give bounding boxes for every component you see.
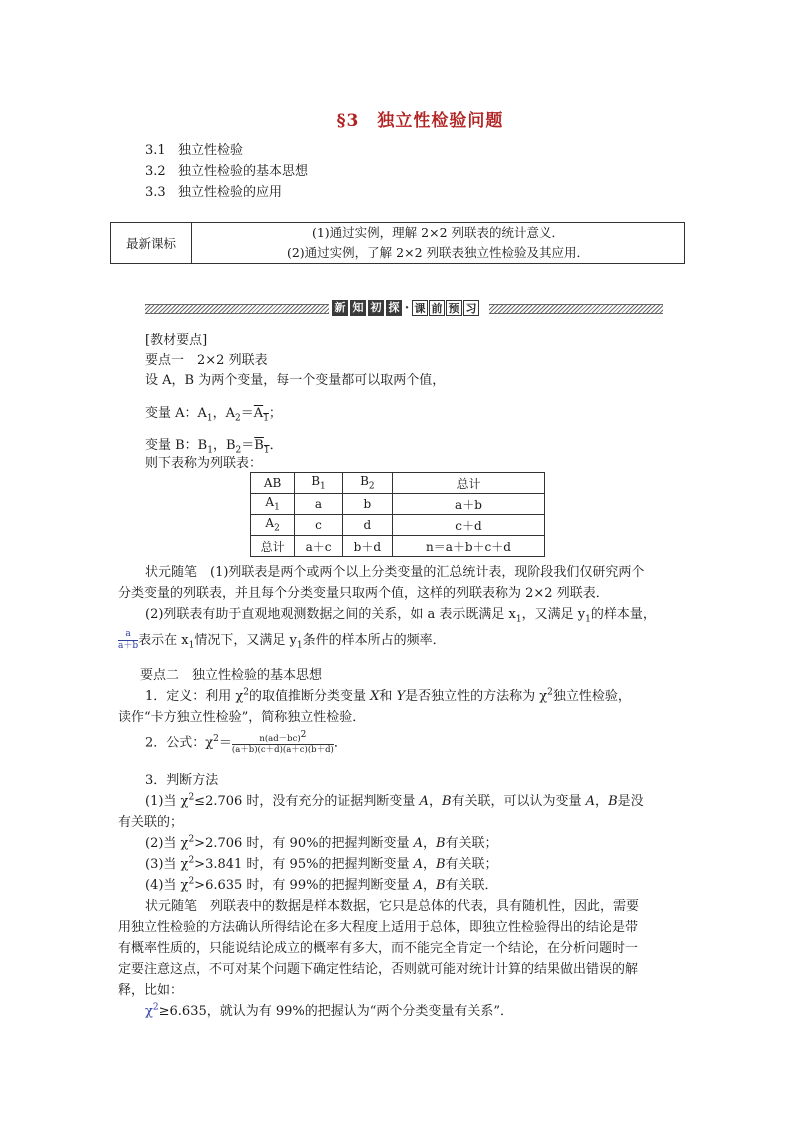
note-paragraph: 分类变量的列联表，并且每个分类变量只取两个值，这样的列联表称为 2×2 列联表． <box>118 586 609 601</box>
note-paragraph: 状元随笔 列联表中的数据是样本数据，它只是总体的代表，具有随机性，因此，需要 <box>145 899 640 914</box>
toc-item: 3.3 独立性检验的应用 <box>145 185 283 200</box>
variable-a-definition: 变量 A：$A_1$，$A_2=\overline{A}_1$； <box>145 406 282 424</box>
definition: 读作“卡方独立性检验”，简称独立性检验． <box>118 710 366 725</box>
judge-rule: 有关联的； <box>118 815 184 830</box>
toc-item: 3.2 独立性检验的基本思想 <box>145 164 309 179</box>
table-row: $A_2$ c d c＋d <box>251 515 545 536</box>
table-row: $A_1$ a b a＋b <box>251 494 545 515</box>
goals-content: (1)通过实例，理解 2×2 列联表的统计意义． (2)通过实例，了解 2×2 列联表独立性检验及其应用． <box>192 223 685 264</box>
banner-text: 新 知 初 探 · 课 前 预 习 <box>332 300 480 316</box>
note-paragraph: 定要注意这点，不可对某个问题下确定性结论，否则就可能对统计计算的结果做出错误的解 <box>118 962 639 977</box>
point1-title: 要点一 2×2 列联表 <box>145 353 268 368</box>
formula: 2．公式：$\chi^2=$ $\frac{n(ad-bc)^2}{(a+b)(c+d)(a+c)(b+d)}$ ． <box>145 730 347 756</box>
section-heading: [教材要点] <box>145 333 208 348</box>
point2-title: 要点二 独立性检验的基本思想 <box>140 668 323 683</box>
table-of-contents <box>145 140 308 203</box>
banner-hatch-left <box>145 304 329 314</box>
judge-rule: (2)当 $\chi^2>2.706$ 时，有 90%的把握判断变量 A，B有关联； <box>145 834 498 851</box>
banner-hatch-right <box>489 304 663 314</box>
note-paragraph: 状元随笔 (1)列联表是两个或两个以上分类变量的汇总统计表，现阶段我们仅研究两个 <box>145 565 645 580</box>
paragraph: 设 A，B 为两个变量，每一个变量都可以取两个值， <box>145 373 446 388</box>
formula-fraction: $\frac{n(ad-bc)^2}{(a+b)(c+d)(a+c)(b+d)}$ <box>231 730 334 756</box>
note-paragraph: 有概率性质的，只能说结论成立的概率有多大，而不能完全肯定一个结论，在分析问题时一 <box>118 941 639 956</box>
definition: 1．定义：利用 $\chi^2$的取值推断分类变量 X和 Y是否独立性的方法称为 $\chi^2$独立性检验， <box>145 687 631 704</box>
judge-rule: (1)当 $\chi^2\le 2.706$ 时，没有充分的证据判断变量 A，B有关联，可以认为变量 A，B是没 <box>145 792 644 809</box>
fraction: $\frac{a}{a+b}$ <box>118 629 139 651</box>
note-paragraph: 用独立性检验的方法确认所得结论在多大程度上适用于总体，即独立性检验得出的结论是带 <box>118 920 639 935</box>
note-paragraph: (2)列联表有助于直观地观测数据之间的关系，如 a 表示既满足 $x_1$，又满足 $y_1$的样本量， <box>145 607 656 625</box>
judge-rule: (3)当 $\chi^2>3.841$ 时，有 95%的把握判断变量 A，B有关联； <box>145 855 498 872</box>
page-title: §3 独立性检验问题 <box>336 111 504 131</box>
table-row: 总计 a＋c b＋d n＝a＋b＋c＋d <box>251 536 545 557</box>
contingency-table <box>250 472 545 557</box>
judge-rule: (4)当 $\chi^2>6.635$ 时，有 99%的把握判断变量 A，B有关联． <box>145 876 498 893</box>
toc-item: 3.1 独立性检验 <box>145 143 244 158</box>
note-paragraph: $\chi^2\ge 6.635$，就认为有 99%的把握认为“两个分类变量有关系”． <box>145 1002 514 1019</box>
section-banner <box>145 300 663 316</box>
table-intro: 则下表称为列联表： <box>145 456 263 471</box>
table-row: AB $B_1$ $B_2$ 总计 <box>251 473 545 494</box>
note-paragraph: $\frac{a}{a+b}$ 表示在 $x_1$情况下，又满足 $y_1$条件的样本所占的频率． <box>118 629 446 651</box>
goals-label: 最新课标 <box>111 223 192 264</box>
variable-b-definition: 变量 B：$B_1$，$B_2=\overline{B}_1$． <box>145 438 283 456</box>
judge-title: 3．判断方法 <box>145 773 219 788</box>
note-paragraph: 释，比如： <box>118 983 184 998</box>
curriculum-goals-table <box>110 222 685 264</box>
